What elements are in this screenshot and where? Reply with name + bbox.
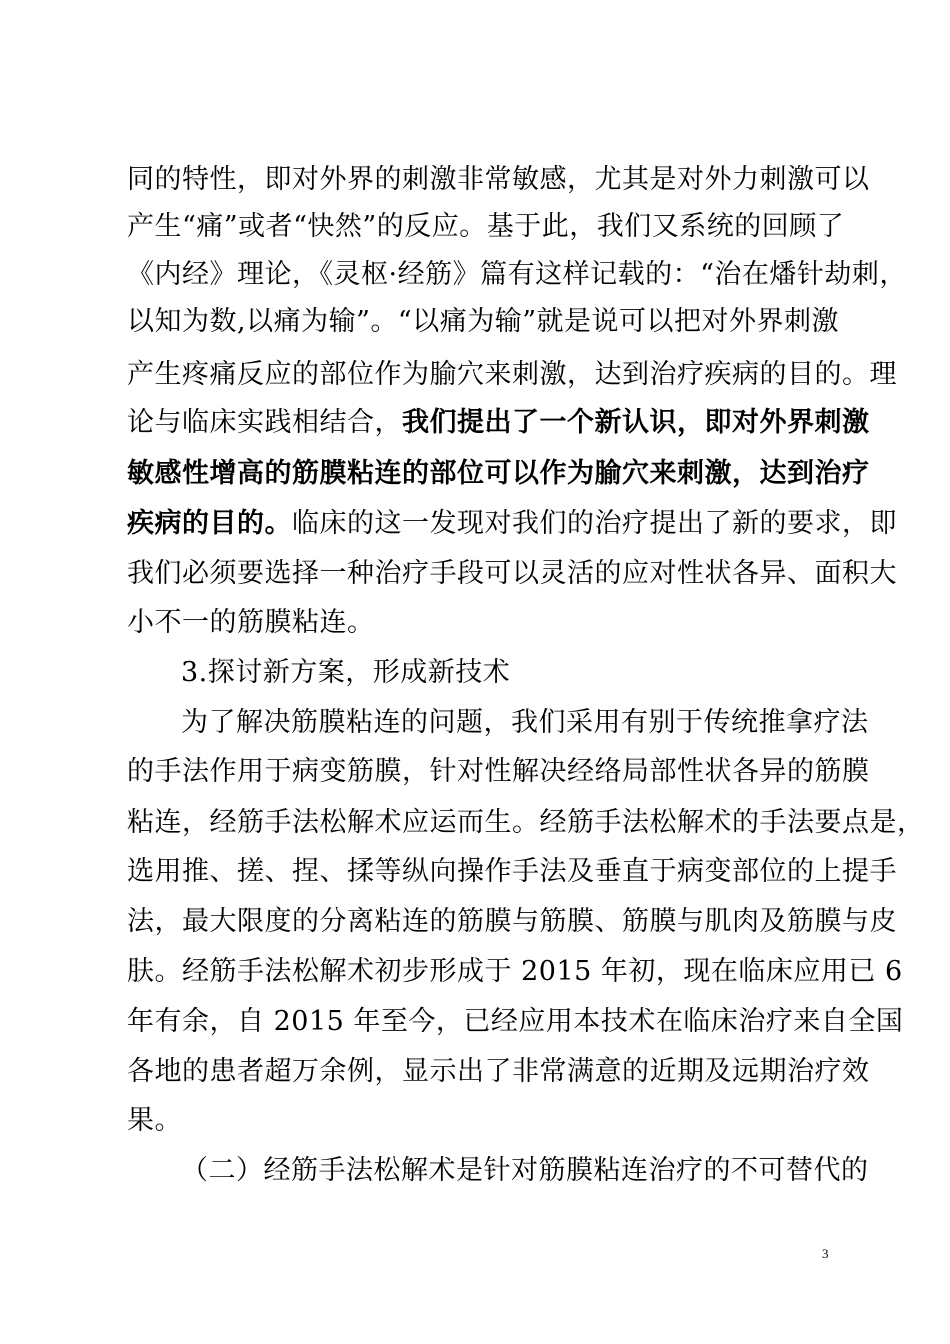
emphasis-text-segment: 敏感性增高的筋膜粘连的部位可以作为腧穴来刺激，达到治疗 <box>127 458 870 489</box>
body-line-14 <box>127 804 925 842</box>
body-line-1 <box>127 161 870 199</box>
body-line-4 <box>127 303 839 341</box>
page-number: 3 <box>822 1246 829 1261</box>
body-line-10 <box>127 604 375 642</box>
body-line-9 <box>127 555 897 593</box>
text-segment: 粘连，经筋手法松解术应运而生。经筋手法松解术的手法要点是， <box>127 807 925 838</box>
text-segment: （二）经筋手法松解术是针对筋膜粘连治疗的不可替代的 <box>181 1155 869 1186</box>
text-segment: 的手法作用于病变筋膜，针对性解决经络局部性状各异的筋膜 <box>127 756 870 787</box>
body-line-19 <box>127 1053 870 1091</box>
text-segment: 3.探讨新方案，形成新技术 <box>181 657 511 688</box>
body-line-12 <box>181 704 869 742</box>
body-line-8 <box>127 505 897 543</box>
body-line-20 <box>127 1102 182 1140</box>
text-segment: 肤。经筋手法松解术初步形成于 2015 年初，现在临床应用已 6 <box>127 956 903 987</box>
text-segment: 产生疼痛反应的部位作为腧穴来刺激，达到治疗疾病的目的。理 <box>127 359 897 390</box>
body-line-2 <box>127 208 844 246</box>
body-line-18 <box>127 1003 903 1041</box>
subsection-heading <box>181 1152 869 1190</box>
body-line-3 <box>127 256 907 294</box>
text-segment: 临床的这一发现对我们的治疗提出了新的要求，即 <box>292 508 897 539</box>
body-line-6 <box>127 404 870 442</box>
text-segment: 年有余，自 2015 年至今，已经应用本技术在临床治疗来自全国 <box>127 1006 904 1037</box>
body-line-15 <box>127 853 897 891</box>
text-segment: 我们必须要选择一种治疗手段可以灵活的应对性状各异、面积大 <box>127 558 897 589</box>
text-segment: 果。 <box>127 1105 182 1136</box>
text-segment: 论与临床实践相结合， <box>127 407 402 438</box>
text-segment: 法，最大限度的分离粘连的筋膜与筋膜、筋膜与肌肉及筋膜与皮 <box>127 906 897 937</box>
text-segment: 同的特性，即对外界的刺激非常敏感，尤其是对外力刺激可以 <box>127 164 870 195</box>
emphasis-text-segment: 我们提出了一个新认识，即对外界刺激 <box>402 407 870 438</box>
text-segment: 为了解决筋膜粘连的问题，我们采用有别于传统推拿疗法 <box>181 707 869 738</box>
text-segment: 各地的患者超万余例，显示出了非常满意的近期及远期治疗效 <box>127 1056 870 1087</box>
body-line-7 <box>127 455 870 493</box>
body-line-17 <box>127 953 903 991</box>
emphasis-text-segment: 疾病的目的。 <box>127 508 292 539</box>
text-segment: 《内经》理论，《灵枢·经筋》篇有这样记载的：“治在燔针劫刺， <box>127 259 907 290</box>
text-segment: 以知为数,以痛为输”。“以痛为输”就是说可以把对外界刺激 <box>127 306 839 337</box>
body-line-13 <box>127 753 870 791</box>
text-segment: 小不一的筋膜粘连。 <box>127 607 375 638</box>
section-heading <box>181 654 510 692</box>
text-segment: 选用推、搓、捏、揉等纵向操作手法及垂直于病变部位的上提手 <box>127 856 897 887</box>
text-segment: 产生“痛”或者“快然”的反应。基于此，我们又系统的回顾了 <box>127 211 845 242</box>
body-line-16 <box>127 903 897 941</box>
body-line-5 <box>127 356 897 394</box>
